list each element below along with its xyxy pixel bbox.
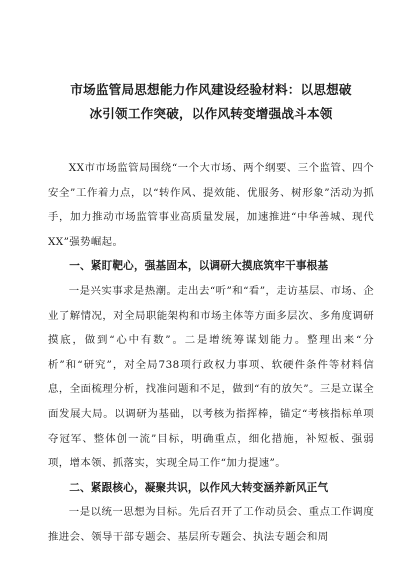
section-2-heading: 二、紧跟核心，凝聚共识，以作风大转变涵养新风正气 (69, 481, 329, 494)
section-2-paragraph: 一是以统一思想为目标。先后召开了工作动员会、重点工作调度推进会、领导干部专题会、基层所专题会、执法专题会和周 (48, 506, 374, 543)
title-line-2: 冰引领工作突破，以作风转变增强战斗本领 (89, 106, 333, 121)
title-line-1: 市场监管局思想能力作风建设经验材料：以思想破 (70, 82, 352, 97)
section-1-paragraph: 一是兴实事求是热潮。走出去“听”和“看”，走访基层、市场、企业了解情况，对全局职能架构和市场主体等方面多层次、多角度调研摸底，做到“心中有数”。二是增统筹谋划能力。整理出来“分析”和“研究”，对全局738项行政权力事项、软硬件条件等材料信息，全面梳理分析，找准问题和不足，做到“有的放矢”。三是立谋全面发展大局。以调研为基础，以考核为指挥棒，锚定“考核指标单项夺冠军、整体创一流”目标，明确重点，细化措施，补短板、强弱项，增本领、抓落实，实现全局工作“加力提速”。 (48, 284, 374, 470)
document-title (48, 78, 374, 126)
section-1-heading: 一、紧盯靶心，强基固本，以调研大摸底筑牢干事根基 (69, 260, 329, 273)
intro-paragraph: XX市市场监管局围绕“一个大市场、两个纲要、三个监管、四个安全”工作着力点，以“转作风、提效能、优服务、树形象”活动为抓手，加力推动市场监管事业高质量发展，加速推进“中华善城、现代XX”强势崛起。 (48, 162, 374, 248)
